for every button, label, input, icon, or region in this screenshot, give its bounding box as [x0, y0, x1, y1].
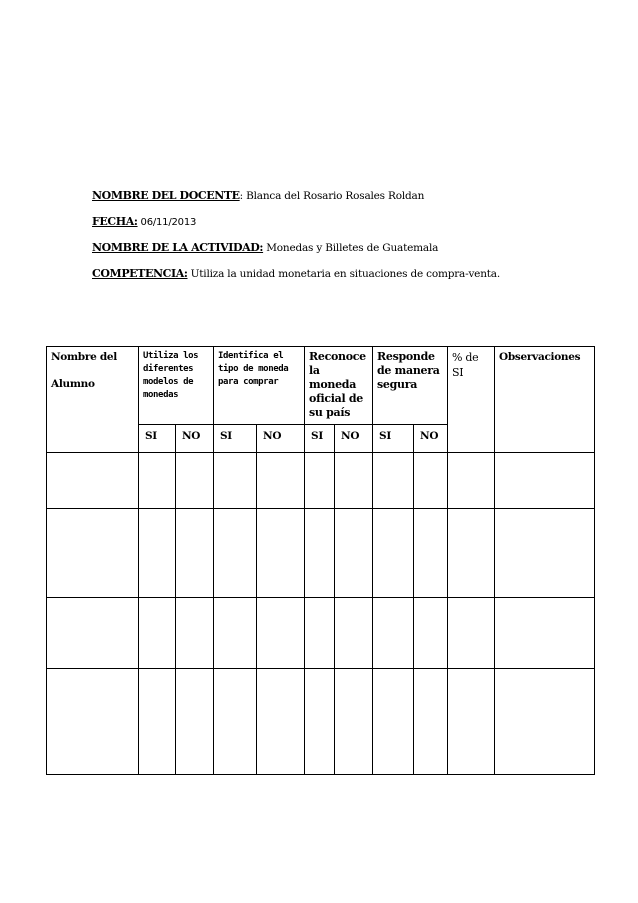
actividad-label: NOMBRE DE LA ACTIVIDAD: — [92, 241, 264, 254]
cell-si[interactable] — [214, 509, 257, 598]
cell-porcentaje[interactable] — [448, 509, 495, 598]
cell-observaciones[interactable] — [495, 669, 595, 775]
col-responde-header: Responde de manera segura — [373, 347, 448, 425]
sub-no: NO — [257, 425, 305, 453]
docente-line — [92, 190, 612, 201]
table-row — [47, 598, 595, 669]
cell-no[interactable] — [414, 509, 448, 598]
actividad-line — [92, 242, 612, 253]
sub-no: NO — [176, 425, 214, 453]
sub-no: NO — [335, 425, 373, 453]
cell-si[interactable] — [305, 453, 335, 509]
col-observaciones-header: Observaciones — [495, 347, 595, 453]
cell-si[interactable] — [214, 598, 257, 669]
cell-no[interactable] — [414, 598, 448, 669]
cell-porcentaje[interactable] — [448, 453, 495, 509]
col-nombre-header — [47, 347, 139, 453]
cell-observaciones[interactable] — [495, 509, 595, 598]
cell-no[interactable] — [176, 509, 214, 598]
col-nombre-line2: Alumno — [51, 378, 95, 390]
cell-no[interactable] — [414, 669, 448, 775]
table-row — [47, 509, 595, 598]
cell-no[interactable] — [176, 598, 214, 669]
cell-porcentaje[interactable] — [448, 598, 495, 669]
docente-label: NOMBRE DEL DOCENTE — [92, 189, 240, 202]
cell-no[interactable] — [257, 453, 305, 509]
cell-nombre[interactable] — [47, 598, 139, 669]
cell-no[interactable] — [335, 598, 373, 669]
competencia-value: Utiliza la unidad monetaria en situaciones de compra-venta. — [187, 268, 500, 280]
cell-si[interactable] — [139, 669, 176, 775]
actividad-value: Monedas y Billetes de Guatemala — [263, 242, 439, 254]
fecha-label: FECHA: — [92, 215, 138, 228]
fecha-line — [92, 216, 612, 227]
cell-no[interactable] — [176, 669, 214, 775]
competencia-line — [92, 268, 612, 279]
cell-si[interactable] — [139, 453, 176, 509]
header-block — [92, 190, 612, 294]
col-utiliza-header: Utiliza los diferentes modelos de monedas — [139, 347, 214, 425]
table-row — [47, 669, 595, 775]
cell-no[interactable] — [257, 598, 305, 669]
cell-si[interactable] — [305, 669, 335, 775]
cell-observaciones[interactable] — [495, 598, 595, 669]
cell-no[interactable] — [257, 509, 305, 598]
cell-si[interactable] — [214, 453, 257, 509]
fecha-value: 06/11/2013 — [137, 217, 197, 228]
cell-si[interactable] — [305, 598, 335, 669]
cell-si[interactable] — [373, 598, 414, 669]
cell-si[interactable] — [373, 509, 414, 598]
sub-si: SI — [139, 425, 176, 453]
cell-si[interactable] — [214, 669, 257, 775]
cell-no[interactable] — [335, 669, 373, 775]
col-reconoce-header: Reconoce la moneda oficial de su país — [305, 347, 373, 425]
competencia-label: COMPETENCIA: — [92, 267, 188, 280]
cell-no[interactable] — [176, 453, 214, 509]
cell-no[interactable] — [335, 453, 373, 509]
cell-nombre[interactable] — [47, 509, 139, 598]
cell-nombre[interactable] — [47, 453, 139, 509]
table-row — [47, 453, 595, 509]
cell-si[interactable] — [373, 453, 414, 509]
sub-si: SI — [214, 425, 257, 453]
sub-si: SI — [305, 425, 335, 453]
sub-si: SI — [373, 425, 414, 453]
cell-porcentaje[interactable] — [448, 669, 495, 775]
cell-si[interactable] — [305, 509, 335, 598]
cell-no[interactable] — [414, 453, 448, 509]
evaluation-table — [46, 346, 595, 775]
cell-si[interactable] — [139, 509, 176, 598]
col-identifica-header: Identifica el tipo de moneda para comprar — [214, 347, 305, 425]
cell-no[interactable] — [335, 509, 373, 598]
col-porcentaje-header: % de SI — [448, 347, 495, 453]
cell-si[interactable] — [373, 669, 414, 775]
cell-no[interactable] — [257, 669, 305, 775]
docente-value: : Blanca del Rosario Rosales Roldan — [239, 190, 425, 202]
cell-si[interactable] — [139, 598, 176, 669]
sub-no: NO — [414, 425, 448, 453]
col-nombre-line1: Nombre del — [51, 351, 117, 363]
cell-nombre[interactable] — [47, 669, 139, 775]
cell-observaciones[interactable] — [495, 453, 595, 509]
header-row — [47, 347, 595, 425]
